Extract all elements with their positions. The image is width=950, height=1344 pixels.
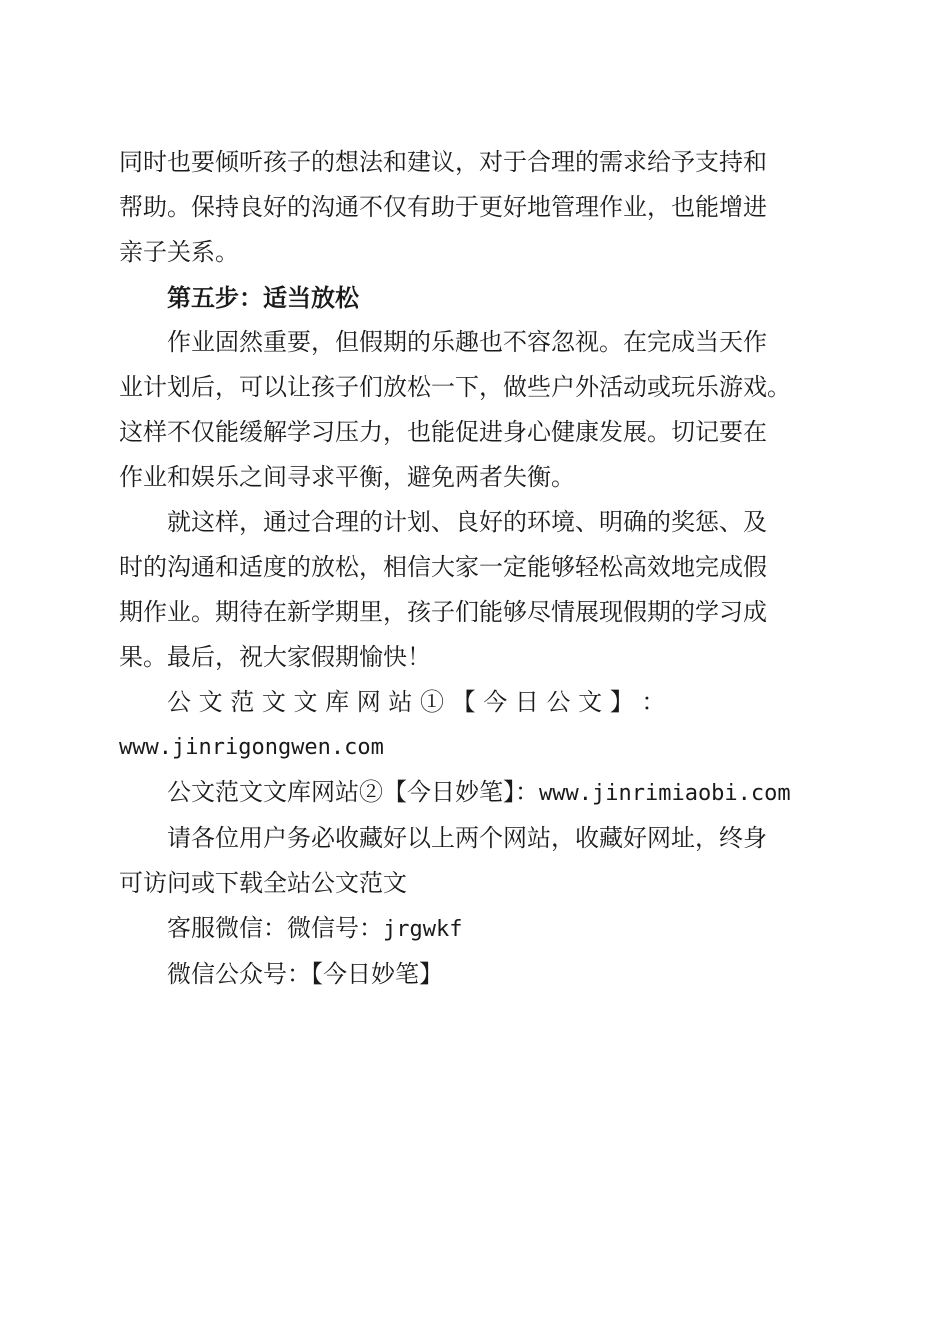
site2-url-link[interactable]: www.jinrimiaobi.com [539, 781, 791, 806]
text-line: 果。最后，祝大家假期愉快！ [119, 643, 431, 671]
site2-label: 公文范文文库网站②【今日妙笔】： [167, 778, 539, 806]
text-line: 业计划后，可以让孩子们放松一下，做些户外活动或玩乐游戏。 [119, 373, 791, 401]
text-line: 亲子关系。 [119, 238, 239, 266]
site1-label: 公 文 范 文 文 库 网 站 ① 【 今 日 公 文 】 ： [167, 688, 666, 716]
paragraph-relax [119, 320, 835, 500]
customer-service-line [119, 906, 835, 952]
service-label: 客服微信：微信号： [167, 914, 383, 942]
text-line: 同时也要倾听孩子的想法和建议，对于合理的需求给予支持和 [119, 148, 767, 176]
site1-block [119, 680, 835, 770]
text-line: 期作业。期待在新学期里，孩子们能够尽情展现假期的学习成 [119, 598, 767, 626]
text-line: 作业固然重要，但假期的乐趣也不容忽视。在完成当天作 [167, 328, 767, 356]
text-line: 这样不仅能缓解学习压力，也能促进身心健康发展。切记要在 [119, 418, 767, 446]
text-line: 帮助。保持良好的沟通不仅有助于更好地管理作业，也能增进 [119, 193, 767, 221]
service-wechat-id: jrgwkf [383, 917, 463, 942]
site1-url-link[interactable]: www.jinrigongwen.com [119, 735, 384, 760]
site2-block [119, 770, 835, 816]
text-line: 时的沟通和适度的放松，相信大家一定能够轻松高效地完成假 [119, 553, 767, 581]
text-line: 就这样，通过合理的计划、良好的环境、明确的奖惩、及 [167, 508, 767, 536]
paragraph-notice [119, 816, 835, 906]
section-heading-step5: 第五步：适当放松 [167, 283, 359, 312]
paragraph-conclusion [119, 500, 835, 680]
paragraph-communication [119, 140, 835, 275]
official-account-line: 微信公众号：【今日妙笔】 [167, 960, 443, 988]
text-line: 可访问或下载全站公文范文 [119, 869, 407, 897]
text-line: 请各位用户务必收藏好以上两个网站，收藏好网址，终身 [167, 824, 767, 852]
document-body [119, 140, 835, 997]
text-line: 作业和娱乐之间寻求平衡，避免两者失衡。 [119, 463, 575, 491]
